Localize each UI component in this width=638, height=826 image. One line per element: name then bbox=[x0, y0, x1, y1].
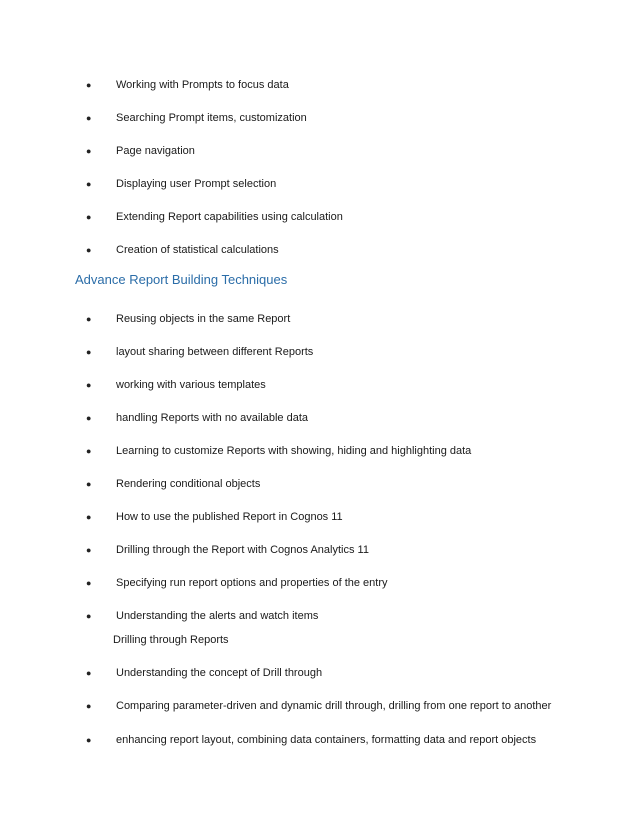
list-item-text: enhancing report layout, combining data containers, formatting data and report objects bbox=[116, 734, 537, 746]
bullet-icon: ● bbox=[86, 146, 92, 156]
list-item-text: Reusing objects in the same Report bbox=[116, 313, 291, 325]
bullet-icon: ● bbox=[86, 611, 92, 621]
bullet-icon: ● bbox=[86, 545, 92, 555]
list-item-text: Understanding the alerts and watch items bbox=[116, 610, 319, 622]
bullet-icon: ● bbox=[86, 701, 92, 711]
bullet-icon: ● bbox=[86, 446, 92, 456]
bullet-icon: ● bbox=[86, 113, 92, 123]
list-item-text: Extending Report capabilities using calculation bbox=[116, 211, 343, 223]
list-item-text: working with various templates bbox=[116, 379, 266, 391]
bullet-icon: ● bbox=[86, 512, 92, 522]
bullet-icon: ● bbox=[86, 668, 92, 678]
bullet-icon: ● bbox=[86, 347, 92, 357]
bullet-icon: ● bbox=[86, 245, 92, 255]
list-item-text: Specifying run report options and properties of the entry bbox=[116, 577, 388, 589]
bullet-icon: ● bbox=[86, 80, 92, 90]
bullet-icon: ● bbox=[86, 735, 92, 745]
list-item-text: Creation of statistical calculations bbox=[116, 244, 279, 256]
bullet-icon: ● bbox=[86, 578, 92, 588]
list-item-text: Searching Prompt items, customization bbox=[116, 112, 307, 124]
bullet-icon: ● bbox=[86, 179, 92, 189]
list-item-text: Understanding the concept of Drill through bbox=[116, 667, 323, 679]
section-heading: Advance Report Building Techniques bbox=[75, 272, 288, 287]
subsection-heading: Drilling through Reports bbox=[113, 634, 229, 646]
list-item-text: Page navigation bbox=[116, 145, 195, 157]
bullet-icon: ● bbox=[86, 380, 92, 390]
list-item-text: Rendering conditional objects bbox=[116, 478, 261, 490]
list-item-text: Displaying user Prompt selection bbox=[116, 178, 277, 190]
bullet-icon: ● bbox=[86, 314, 92, 324]
list-item-text: Comparing parameter-driven and dynamic drill through, drilling from one report to another bbox=[116, 700, 552, 712]
bullet-icon: ● bbox=[86, 413, 92, 423]
list-item-text: Drilling through the Report with Cognos Analytics 11 bbox=[116, 544, 369, 556]
list-item-text: Learning to customize Reports with showing, hiding and highlighting data bbox=[116, 445, 472, 457]
list-item-text: handling Reports with no available data bbox=[116, 412, 309, 424]
list-item-text: Working with Prompts to focus data bbox=[116, 79, 289, 91]
list-item-text: How to use the published Report in Cognos 11 bbox=[116, 511, 343, 523]
bullet-icon: ● bbox=[86, 479, 92, 489]
list-item-text: layout sharing between different Reports bbox=[116, 346, 314, 358]
bullet-icon: ● bbox=[86, 212, 92, 222]
